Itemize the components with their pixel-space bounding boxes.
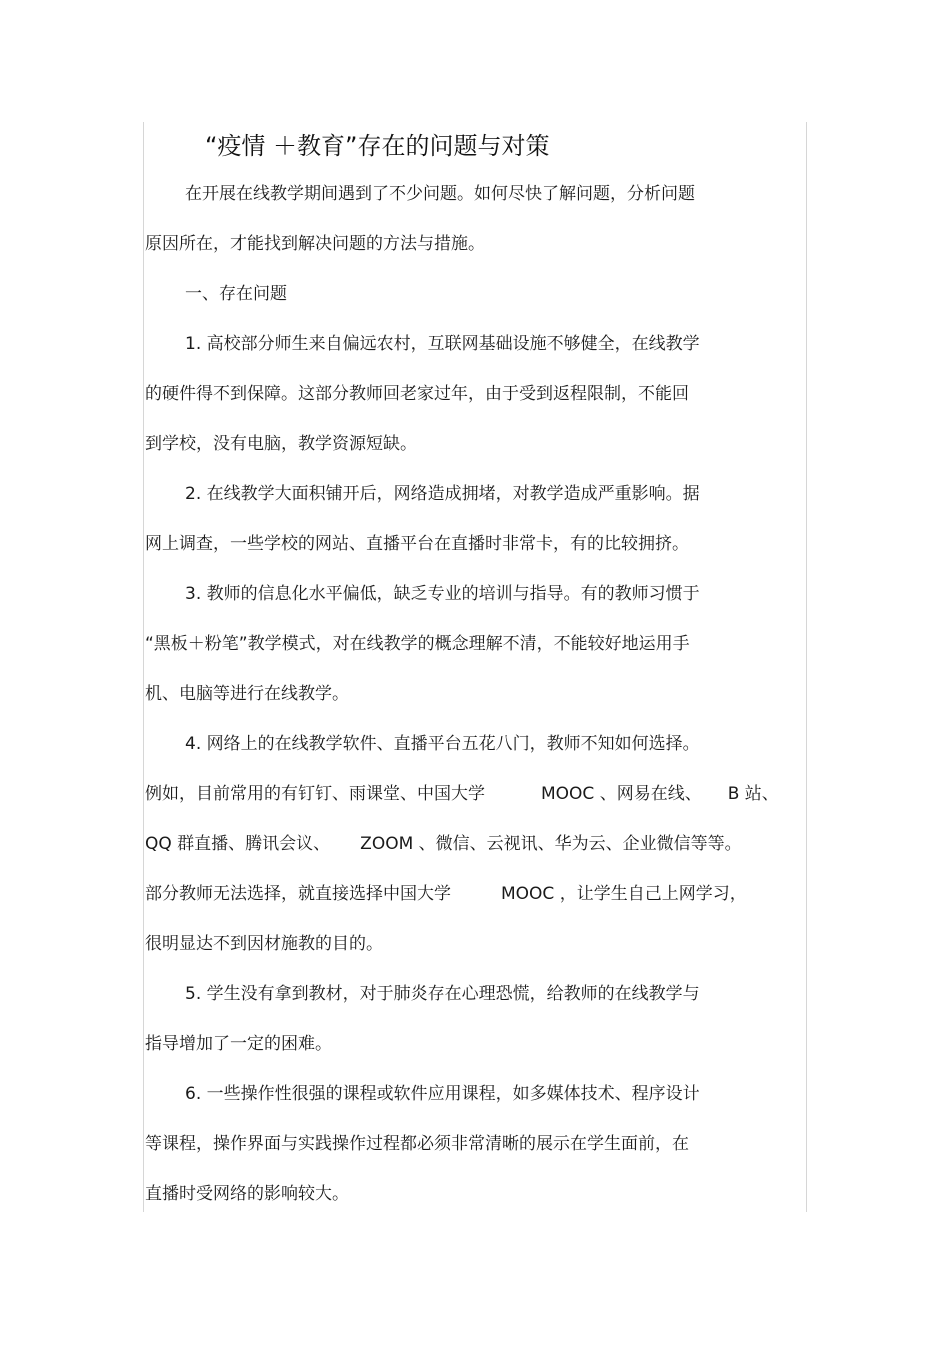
page-border-left (143, 122, 144, 1212)
item-4-line-4-text-b: MOOC ，让学生自己上网学习， (501, 884, 747, 904)
item-3-line-3: 机、电脑等进行在线教学。 (145, 684, 349, 704)
section-heading: 一、存在问题 (185, 284, 287, 304)
intro-line-2: 原因所在，才能找到解决问题的方法与措施。 (145, 234, 485, 254)
item-4-line-4-text-a: 部分教师无法选择，就直接选择中国大学 (145, 884, 451, 904)
item-1-line-1: 1. 高校部分师生来自偏远农村，互联网基础设施不够健全，在线教学 (185, 334, 700, 354)
page-border-right (806, 122, 807, 1212)
item-6-line-1: 6. 一些操作性很强的课程或软件应用课程，如多媒体技术、程序设计 (185, 1084, 700, 1104)
item-4-line-2-text-b: MOOC 、网易在线、 (541, 784, 702, 804)
item-4-line-4 (145, 881, 747, 907)
item-5-line-2: 指导增加了一定的困难。 (145, 1034, 332, 1054)
item-4-line-2 (145, 781, 779, 807)
item-4-line-2-text-a: 例如，目前常用的有钉钉、雨课堂、中国大学 (145, 784, 485, 804)
item-5-line-1: 5. 学生没有拿到教材，对于肺炎存在心理恐慌，给教师的在线教学与 (185, 984, 700, 1004)
item-4-line-3 (145, 831, 742, 857)
item-4-line-3-text-b: ZOOM 、微信、云视讯、华为云、企业微信等等。 (360, 834, 742, 854)
item-3-line-1: 3. 教师的信息化水平偏低，缺乏专业的培训与指导。有的教师习惯于 (185, 584, 700, 604)
item-2-line-1: 2. 在线教学大面积铺开后，网络造成拥堵，对教学造成严重影响。据 (185, 484, 700, 504)
item-4-line-3-text-a: QQ 群直播、腾讯会议、 (145, 834, 331, 854)
item-6-line-2: 等课程，操作界面与实践操作过程都必须非常清晰的展示在学生面前，在 (145, 1134, 689, 1154)
item-4-line-2-text-c: B 站、 (727, 784, 779, 804)
item-6-line-3: 直播时受网络的影响较大。 (145, 1184, 349, 1204)
intro-line-1: 在开展在线教学期间遇到了不少问题。如何尽快了解问题，分析问题 (185, 184, 695, 204)
item-2-line-2: 网上调查，一些学校的网站、直播平台在直播时非常卡，有的比较拥挤。 (145, 534, 689, 554)
document-title: “疫情 ＋教育”存在的问题与对策 (205, 132, 550, 160)
item-1-line-2: 的硬件得不到保障。这部分教师回老家过年，由于受到返程限制，不能回 (145, 384, 689, 404)
item-4-line-5: 很明显达不到因材施教的目的。 (145, 934, 383, 954)
item-4-line-1: 4. 网络上的在线教学软件、直播平台五花八门，教师不知如何选择。 (185, 734, 700, 754)
item-1-line-3: 到学校，没有电脑，教学资源短缺。 (145, 434, 417, 454)
item-3-line-2: “黑板＋粉笔”教学模式，对在线教学的概念理解不清，不能较好地运用手 (145, 634, 690, 654)
